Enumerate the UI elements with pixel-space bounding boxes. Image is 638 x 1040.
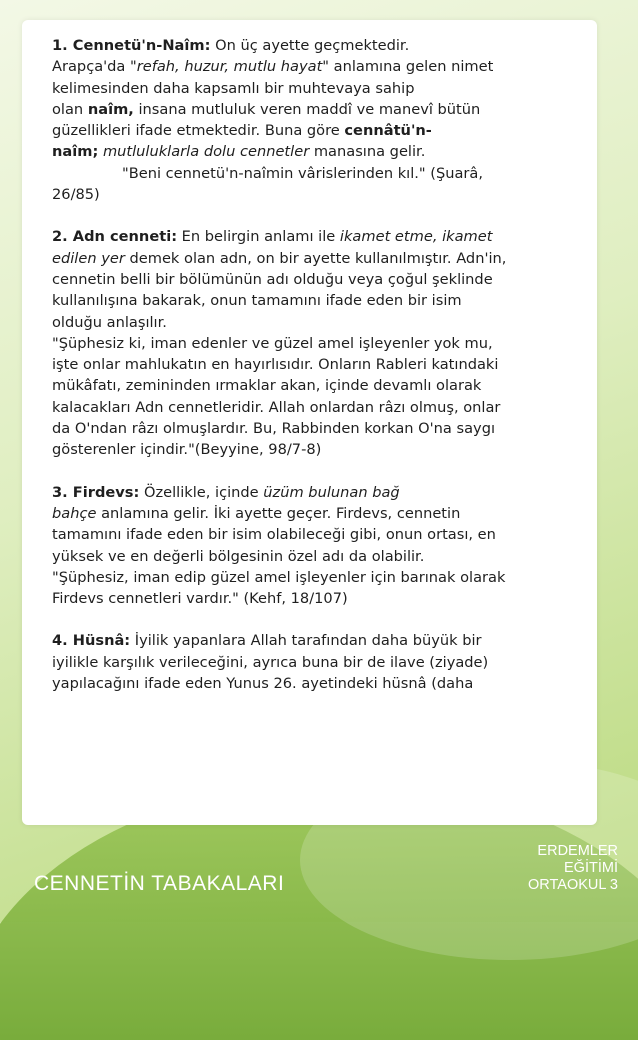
- slide-text: [52, 35, 580, 715]
- footer-line: ERDEMLER: [537, 843, 618, 859]
- text-span: İyilik yapanlara Allah tarafından daha büyük bir: [130, 632, 482, 650]
- bold-term: naîm,: [87, 100, 134, 118]
- footer-title: CENNETİN TABAKALARI: [34, 872, 285, 895]
- verse-reference: Firdevs cennetleri vardır." (Kehf, 18/107): [52, 590, 348, 608]
- heading-firdevs: 3. Firdevs:: [52, 483, 140, 501]
- text-span: yüksek ve en değerli bölgesinin özel adı da olabilir.: [52, 547, 425, 565]
- text-span: En belirgin anlamı ile: [177, 228, 340, 246]
- italic-phrase: bahçe: [52, 504, 97, 522]
- italic-phrase: ikamet etme, ikamet: [339, 228, 493, 246]
- verse-quote: "Şüphesiz, iman edip güzel amel işleyenler için barınak olarak: [52, 568, 506, 586]
- italic-phrase: "refah, huzur, mutlu hayat": [130, 58, 329, 76]
- footer-line: EĞİTİMİ: [564, 860, 618, 876]
- text-span: demek olan adn, on bir ayette kullanılmıştır. Adn'in,: [124, 249, 507, 267]
- text-span: olduğu anlaşılır.: [52, 313, 167, 331]
- verse-quote: işte onlar mahlukatın en hayırlısıdır. Onların Rableri katındaki: [52, 356, 499, 374]
- heading-husna: 4. Hüsnâ:: [52, 632, 131, 650]
- text-span: anlamına gelen nimet: [329, 58, 494, 76]
- text-span: yapılacağını ifade eden Yunus 26. ayetindeki hüsnâ (daha: [52, 675, 474, 693]
- section-husna: [52, 630, 580, 694]
- section-cennetun-naim: [52, 35, 580, 205]
- content-card: [22, 20, 597, 825]
- text-span: Arapça'da: [52, 58, 131, 76]
- verse-quote: kalacakları Adn cennetleridir. Allah onlardan râzı olmuş, onlar: [52, 398, 501, 416]
- heading-adn-cenneti: 2. Adn cenneti:: [52, 228, 178, 246]
- verse-reference: gösterenler içindir."(Beyyine, 98/7-8): [52, 441, 322, 459]
- footer-line: ORTAOKUL 3: [528, 877, 618, 893]
- italic-phrase: mutluluklarla dolu cennetler: [102, 143, 310, 161]
- italic-phrase: üzüm bulunan bağ: [263, 483, 400, 501]
- bold-term: cennâtü'n-: [344, 122, 432, 140]
- text-span: On üç ayette geçmektedir.: [210, 37, 410, 54]
- italic-phrase: edilen yer: [52, 249, 125, 267]
- text-span: olan: [52, 100, 88, 118]
- text-span: iyilikle karşılık verileceğini, ayrıca buna bir de ilave (ziyade): [52, 653, 489, 671]
- verse-quote: mükâfatı, zemininden ırmaklar akan, içinde devamlı olarak: [52, 377, 482, 395]
- verse-quote: "Beni cennetü'n-naîmin vârislerinden kıl." (Şuarâ,: [122, 164, 484, 182]
- bold-term: naîm;: [52, 143, 99, 161]
- text-span: tamamını ifade eden bir isim olabileceği gibi, onun ortası, en: [52, 526, 496, 544]
- text-span: güzellikleri ifade etmektedir. Buna göre: [52, 122, 345, 140]
- text-span: insana mutluluk veren maddî ve manevî bütün: [133, 100, 481, 118]
- heading-cennetun-naim: 1. Cennetü'n-Naîm:: [52, 37, 211, 54]
- section-firdevs: [52, 482, 580, 610]
- verse-quote: "Şüphesiz ki, iman edenler ve güzel amel işleyenler yok mu,: [52, 334, 493, 352]
- text-span: manasına gelir.: [309, 143, 426, 161]
- text-span: anlamına gelir. İki ayette geçer. Firdevs, cennetin: [96, 504, 461, 522]
- text-span: kelimesinden daha kapsamlı bir muhtevaya sahip: [52, 79, 415, 97]
- verse-quote: da O'ndan râzı olmuşlardır. Bu, Rabbinden korkan O'na saygı: [52, 420, 496, 438]
- text-span: kullanılışına bakarak, onun tamamını ifade eden bir isim: [52, 292, 462, 310]
- verse-reference: 26/85): [52, 186, 100, 204]
- text-span: cennetin belli bir bölümünün adı olduğu veya çoğul şeklinde: [52, 270, 493, 288]
- section-adn-cenneti: [52, 226, 580, 460]
- footer-course-label: [528, 843, 618, 894]
- text-span: Özellikle, içinde: [139, 483, 264, 501]
